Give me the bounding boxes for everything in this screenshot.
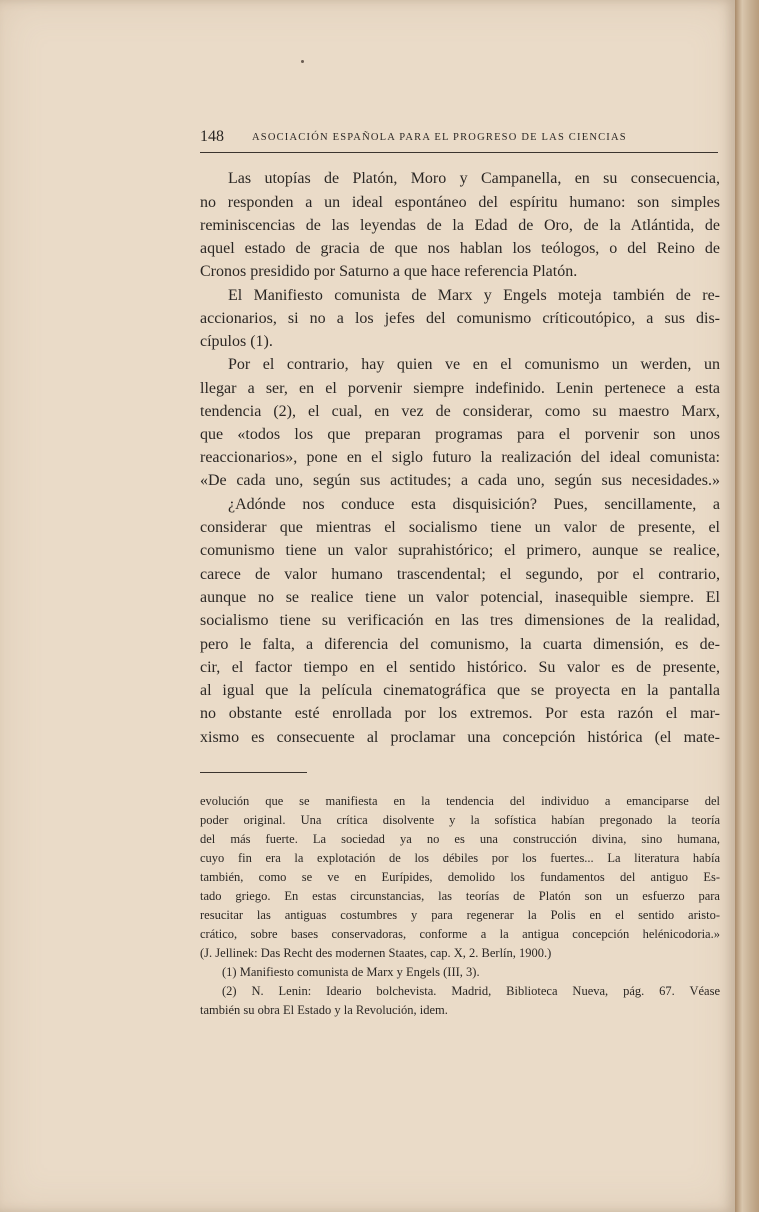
body-line: pero le falta, a diferencia del comunismo, la cuarta dimensión, es de- (200, 636, 720, 653)
body-line: socialismo tiene su verificación en las tres dimensiones de la realidad, (200, 612, 720, 629)
ink-speck (301, 60, 304, 63)
body-line: Cronos presidido por Saturno a que hace referencia Platón. (200, 263, 578, 280)
body-line: Por el contrario, hay quien ve en el comunismo un werden, un (228, 356, 720, 373)
page-number: 148 (200, 128, 224, 145)
footnote-line: tado griego. En estas circunstancias, las teorías de Platón son un esfuerzo para (200, 889, 720, 903)
footnote-2: (2) N. Lenin: Ideario bolchevista. Madrid, Biblioteca Nueva, pág. 67. Véase (222, 984, 720, 998)
footnote-line: cuyo fin era la explotación de los débiles por los fuertes... La literatura había (200, 851, 720, 865)
body-line: «De cada uno, según sus actitudes; a cada uno, según sus necesidades.» (200, 472, 720, 489)
body-line: accionarios, si no a los jefes del comunismo críticoutópico, a sus dis- (200, 310, 720, 327)
page-header (200, 128, 720, 150)
footnote-rule (200, 772, 307, 773)
body-line: cípulos (1). (200, 333, 273, 350)
footnote-1: (1) Manifiesto comunista de Marx y Engels (III, 3). (222, 965, 480, 979)
body-line: considerar que mientras el socialismo tiene un valor de presente, el (200, 519, 720, 536)
body-line: no obstante esté enrollada por los extremos. Por esta razón el mar- (200, 705, 720, 722)
body-line: llegar a ser, en el porvenir siempre indefinido. Lenin pertenece a esta (200, 380, 720, 397)
footnote-line: también su obra El Estado y la Revolución, idem. (200, 1003, 448, 1017)
body-line: aunque no se realice tiene un valor potencial, inasequible siempre. El (200, 589, 720, 606)
header-rule (200, 152, 718, 153)
body-line: comunismo tiene un valor suprahistórico; el primero, aunque se realice, (200, 542, 720, 559)
body-line: carece de valor humano trascendental; el segundo, por el contrario, (200, 566, 720, 583)
body-line: reaccionarios», pone en el siglo futuro la realización del ideal comunista: (200, 449, 720, 466)
footnote-line: poder original. Una crítica disolvente y la sofística habían pregonado la teoría (200, 813, 720, 827)
body-line: Las utopías de Platón, Moro y Campanella, en su consecuencia, (228, 170, 720, 187)
body-line: no responden a un ideal espontáneo del espíritu humano: son simples (200, 194, 720, 211)
body-line: cir, el factor tiempo en el sentido histórico. Su valor es de presente, (200, 659, 720, 676)
running-title: ASOCIACIÓN ESPAÑOLA PARA EL PROGRESO DE LAS CIENCIAS (252, 132, 627, 143)
body-line: reminiscencias de las leyendas de la Edad de Oro, de la Atlántida, de (200, 217, 720, 234)
body-line: al igual que la película cinematográfica que se proyecta en la pantalla (200, 682, 720, 699)
footnote-line: también, como se ve en Eurípides, demolido los fundamentos del antiguo Es- (200, 870, 720, 884)
body-line: El Manifiesto comunista de Marx y Engels moteja también de re- (228, 287, 720, 304)
body-line: ¿Adónde nos conduce esta disquisición? Pues, sencillamente, a (228, 496, 720, 513)
footnote-line: evolución que se manifiesta en la tendencia del individuo a emanciparse del (200, 794, 720, 808)
page-edge (735, 0, 759, 1212)
body-line: que «todos los que preparan programas para el porvenir son unos (200, 426, 720, 443)
footnote-line: crático, sobre bases conservadoras, conforme a la antigua concepción helénicodoria.» (200, 927, 720, 941)
footnote-line: resucitar las antiguas costumbres y para regenerar la Polis en el sentido aristo- (200, 908, 720, 922)
footnote-line: (J. Jellinek: Das Recht des modernen Staates, cap. X, 2. Berlín, 1900.) (200, 946, 552, 960)
body-line: xismo es consecuente al proclamar una concepción histórica (el mate- (200, 729, 720, 746)
footnote-line: del más fuerte. La sociedad ya no es una construcción divina, sino humana, (200, 832, 720, 846)
body-line: tendencia (2), el cual, en vez de considerar, como su maestro Marx, (200, 403, 720, 420)
body-line: aquel estado de gracia de que nos hablan los teólogos, o del Reino de (200, 240, 720, 257)
